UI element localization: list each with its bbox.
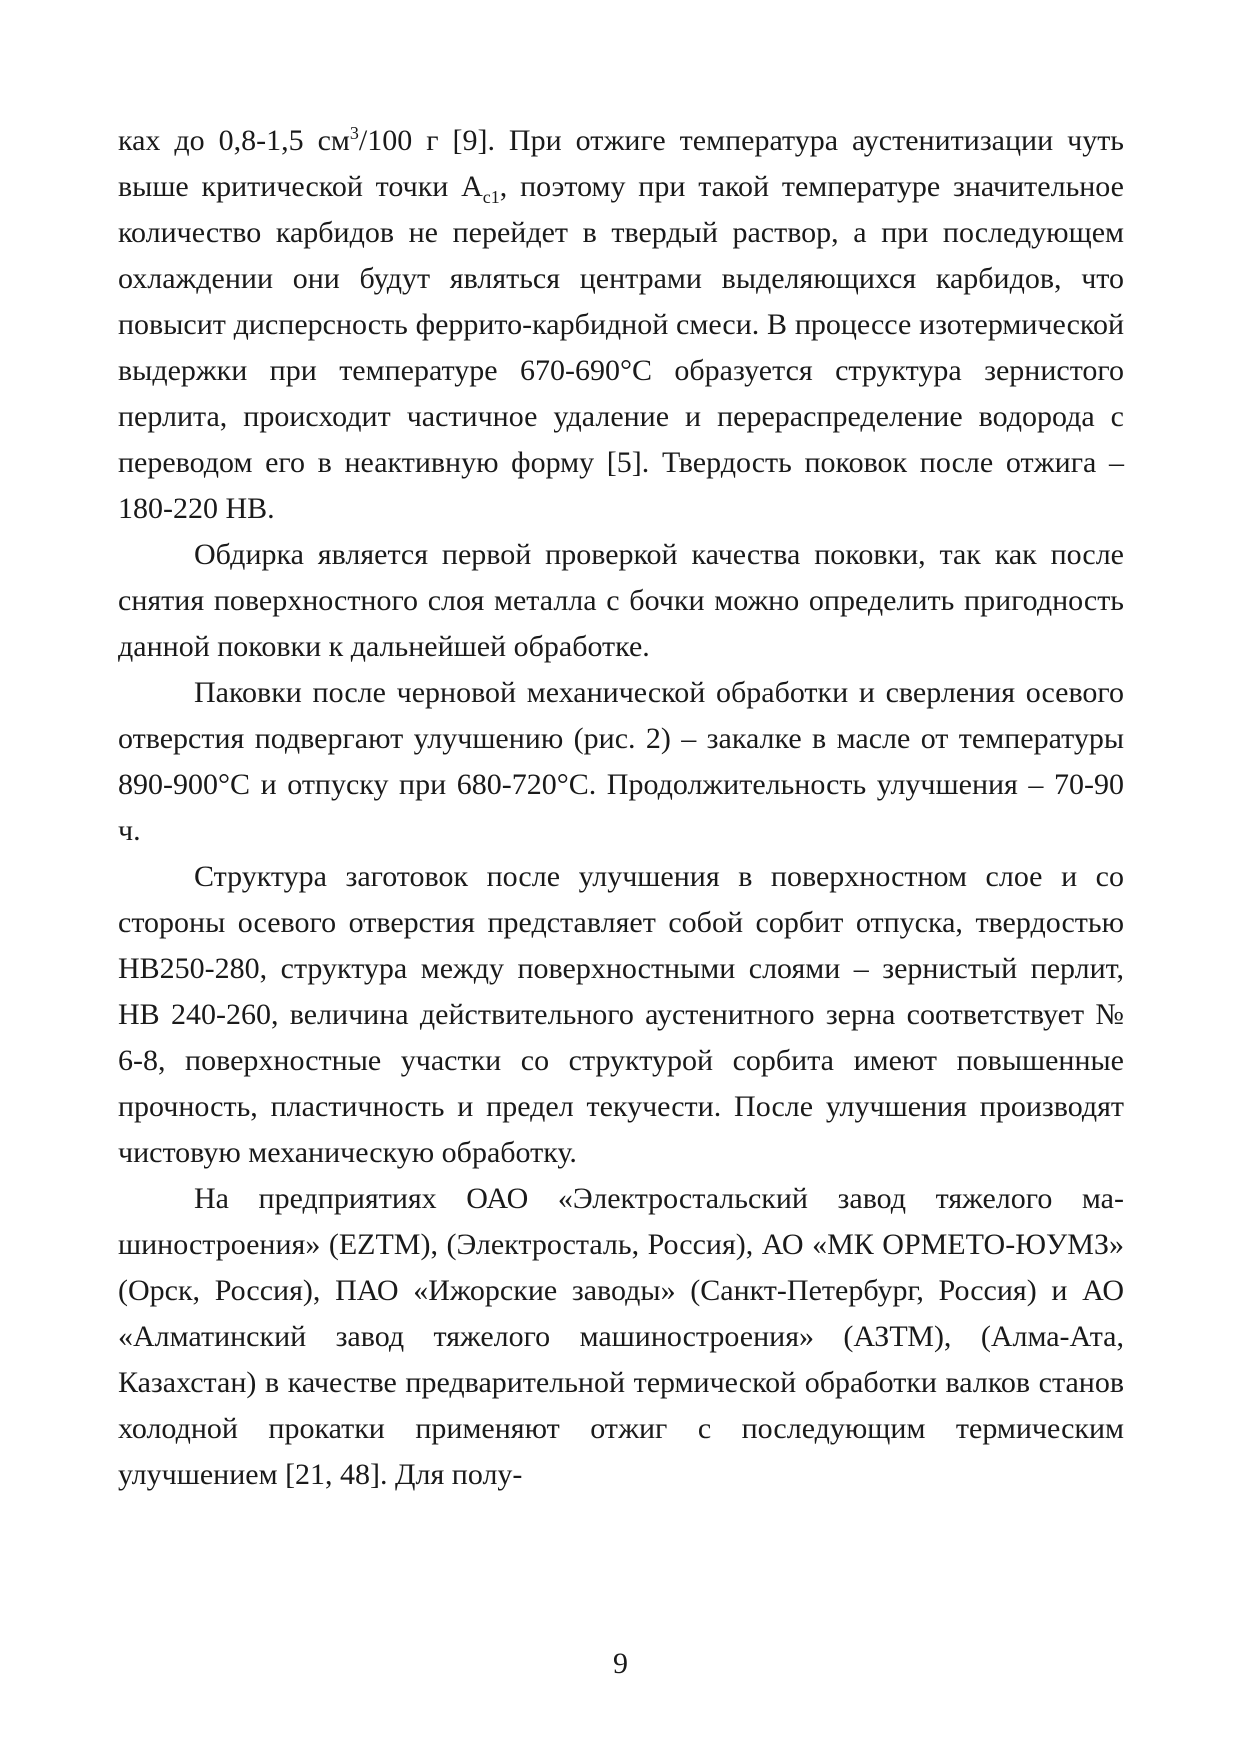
text-run: Структура заготовок после улучшения в поверхностном слое и со стороны осевого отверстия представляет собой сорбит отпуска, твердостью НВ250-280, структура между поверхностными слоями – зернистый перлит, НВ 240-260, величина действительного аустенитного зерна соответствует № 6-8, поверхностные участки со структурой сорбита имеют повышенные прочность, пластичность и предел текучести. После улучшения производят чистовую механическую обработку. bbox=[118, 860, 1124, 1169]
paragraph-p2 bbox=[118, 532, 1124, 670]
text-run: , поэтому при такой температуре значительное количество карбидов не перейдет в твердый раствор, а при последующем охлаждении они будут являться центрами выделяющихся карбидов, что повысит дисперсность феррито-карбидной смеси. В процессе изотермической выдержки при температуре 670-690°С образуется структура зернистого перлита, происходит частичное удаление и перераспределение водорода с переводом его в неактивную форму [5]. Твердость поковок после отжига – 180-220 НВ. bbox=[118, 170, 1124, 525]
document-body bbox=[118, 118, 1124, 1498]
subscript: c1 bbox=[482, 187, 500, 207]
text-run: Обдирка является первой проверкой качества поковки, так как после снятия поверхностного слоя металла с бочки можно определить пригодность данной поковки к дальнейшей обработке. bbox=[118, 538, 1124, 663]
paragraph-p1 bbox=[118, 118, 1124, 532]
text-run: На предприятиях ОАО «Электростальский завод тяжелого машиностроения» (EZTM), (Электросталь, Россия), АО «МК ОРМЕТО-ЮУМЗ» (Орск, Россия), ПАО «Ижорские заводы» (Санкт-Петербург, Россия) и АО «Алматинский завод тяжелого машиностроения» (АЗТМ), (Алма-Ата, Казахстан) в качестве предварительной термической обработки валков станов холодной прокатки применяют отжиг с последующим термическим улучшением [21, 48]. Для полу- bbox=[118, 1182, 1124, 1491]
text-run: ках до 0,8-1,5 см bbox=[118, 124, 350, 157]
paragraph-p4 bbox=[118, 854, 1124, 1176]
paragraph-p5 bbox=[118, 1176, 1124, 1498]
paragraph-p3 bbox=[118, 670, 1124, 854]
page-number: 9 bbox=[613, 1647, 628, 1680]
superscript: 3 bbox=[349, 123, 359, 143]
text-run: Паковки после черновой механической обработки и сверления осевого отверстия подвергают улучшению (рис. 2) – закалке в масле от температуры 890-900°С и отпуску при 680-720°С. Продолжительность улучшения – 70-90 ч. bbox=[118, 676, 1124, 847]
text-run: /100 г [9]. При отжиге температура аустенитизации чуть выше критической точки А bbox=[118, 124, 1124, 203]
